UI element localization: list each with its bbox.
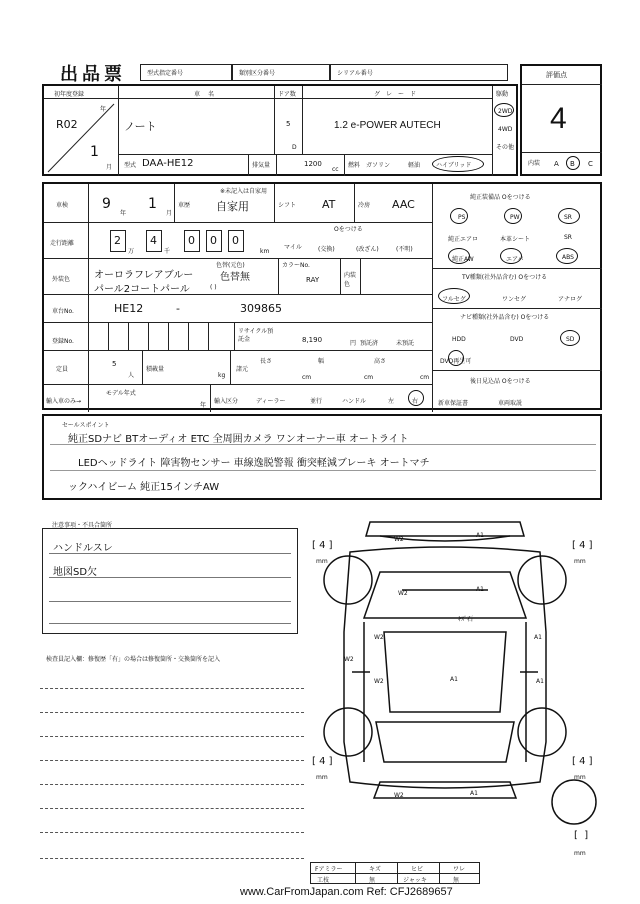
interior-b: B <box>570 160 575 168</box>
recycle-unit: 円 <box>350 340 357 347</box>
navi-sd: SD <box>566 336 575 343</box>
damage-mark: A1 <box>450 676 458 683</box>
damage-mark: W2 <box>374 634 384 641</box>
damage-mark: A1 <box>534 634 542 641</box>
drive-label: 駆動 <box>496 91 509 98</box>
chassis-number: 309865 <box>240 302 282 315</box>
legend-header: キズ <box>369 866 381 873</box>
mileage-sen: 千 <box>164 248 171 255</box>
equip-ps-circle <box>450 208 468 224</box>
legend-cell: 無 <box>453 877 460 884</box>
mileage-digit-5: 0 <box>232 234 239 247</box>
dvd-playback-circle <box>448 350 464 366</box>
equip-sr-circle <box>558 208 580 224</box>
equip-ps: PS <box>458 214 466 221</box>
tv-fullseg-circle <box>438 288 470 304</box>
damage-mark: W2 <box>398 590 408 597</box>
legend-header: Fアミラー <box>315 866 343 873</box>
note-2: 地図SD欠 <box>53 567 98 578</box>
sales-title: セールスポイント <box>62 422 110 429</box>
score-label: 評価点 <box>546 71 567 79</box>
tv-fullseg: フルセグ <box>442 296 466 303</box>
interior-b-circle <box>566 156 580 170</box>
sales-line-3: ックハイビーム 純正15インチAW <box>68 482 220 493</box>
mileage-mark-title: Oをつける <box>334 226 363 233</box>
grade-label: グレード <box>374 91 423 98</box>
damage-mark: A1 <box>476 532 484 539</box>
inspector-line <box>40 808 304 809</box>
navi-title: ナビ種類(社外品含む) Oをつける <box>460 314 550 321</box>
doors-unit: D <box>292 144 297 151</box>
mileage-tamper: (改ざん) <box>356 246 379 253</box>
tire-depth-spare: [ ] <box>574 830 589 841</box>
interior-c: C <box>588 160 593 168</box>
drive-other: その他 <box>496 144 515 151</box>
equip-airbag: エアバ <box>506 256 524 263</box>
damage-mark: W2 <box>344 656 354 663</box>
equip-title: 純正装備品 Oをつける <box>470 194 531 201</box>
model-value: DAA-HE12 <box>142 158 194 169</box>
damage-mark: A1 <box>476 586 484 593</box>
damage-mark: ｷｽﾞ石 <box>458 616 474 623</box>
inspect-year: 9 <box>102 196 111 212</box>
tire-unit: mm <box>574 850 586 857</box>
equip-pw-circle <box>504 208 522 224</box>
load-label: 積載量 <box>146 366 165 373</box>
import-parallel: 並行 <box>310 398 323 405</box>
ac-label: 冷房 <box>358 202 371 209</box>
mileage-km: km <box>260 248 270 255</box>
cc-label: 排気量 <box>252 162 271 169</box>
import-category-label: 輸入区分 <box>214 398 239 405</box>
watermark: www.CarFromJapan.com Ref: CFJ2689657 <box>240 886 453 898</box>
legend-cell: ジャッキ <box>403 877 427 884</box>
shift-value: AT <box>322 198 336 211</box>
inspector-line <box>40 736 304 737</box>
mileage-label: 走行距離 <box>50 240 75 247</box>
color-paren: ( ) <box>210 284 217 291</box>
legend-header: ワレ <box>453 866 466 873</box>
equip-pw: PW <box>510 214 520 221</box>
color-code: RAY <box>306 276 320 284</box>
damage-mark: W2 <box>394 536 404 543</box>
tire-unit: mm <box>316 774 328 781</box>
interior-color-label: 内装色 <box>344 272 357 288</box>
steering-right: 右 <box>412 398 419 405</box>
type-designation-cell: 型式指定番号 <box>140 64 232 81</box>
spare-tire-icon <box>548 776 600 828</box>
sales-line-1: 純正SDナビ BTオーディオ ETC 全周囲カメラ ワンオーナー車 オートライト <box>68 434 409 445</box>
inspect-month-unit: 月 <box>166 210 173 217</box>
mileage-digit-3: 0 <box>188 234 195 247</box>
inspect-month: 1 <box>148 196 157 212</box>
recycle-paid: 預託済 <box>360 340 379 347</box>
dim-height: 高さ <box>374 358 387 365</box>
recycle-label: リサイクル預託金 <box>238 328 274 343</box>
ac-value: AAC <box>392 198 415 211</box>
car-name: ノート <box>124 120 157 133</box>
legend-table <box>310 862 480 884</box>
inspect-label: 車検 <box>56 202 69 209</box>
dims-label: 諸元 <box>236 366 249 373</box>
inspector-line <box>40 784 304 785</box>
equip-aw: 純正AW <box>452 256 474 263</box>
interior-a: A <box>554 160 559 168</box>
inspector-line <box>40 760 304 761</box>
load-unit: kg <box>218 372 226 379</box>
shift-label: シフト <box>278 202 297 209</box>
navi-dvd: DVD <box>510 336 524 343</box>
equip-abs-circle <box>556 248 578 264</box>
tire-unit: mm <box>574 774 586 781</box>
inspect-year-unit: 年 <box>120 210 127 217</box>
tire-depth-fl: [ 4 ] <box>312 540 333 551</box>
after-title: 後日見込品 Oをつける <box>470 378 531 385</box>
tire-unit: mm <box>574 558 586 565</box>
inspector-line <box>40 712 304 713</box>
doors-value: 5 <box>286 120 291 128</box>
reg-era-year: R02 <box>56 118 78 131</box>
reg-month: 1 <box>90 144 99 160</box>
capacity-value: 5 <box>112 360 117 368</box>
steering-right-circle <box>408 390 424 406</box>
usage-note: ※未記入は自家用 <box>220 188 268 195</box>
category-number-cell: 類別区分番号 <box>232 64 330 81</box>
tv-title: TV種類(社外品含む) Oをつける <box>462 274 548 281</box>
doors-label: ドア数 <box>278 91 296 98</box>
reg-year-unit: 年 <box>100 106 107 113</box>
notes-title: 注意事項・不具合箇所 <box>52 522 113 529</box>
tire-depth-rl: [ 4 ] <box>312 756 333 767</box>
capacity-unit: 人 <box>128 372 135 379</box>
sheet-title: 出品票 <box>60 64 126 85</box>
inspector-line <box>40 832 304 833</box>
sales-points <box>42 414 602 500</box>
color-note: 色替(元色) <box>216 262 245 269</box>
inspector-line <box>40 858 304 859</box>
steering-left: 左 <box>388 398 395 405</box>
drive-2wd-circle <box>494 103 514 117</box>
mileage-exchange: (交換) <box>318 246 335 253</box>
top-block <box>42 84 518 176</box>
detail-block <box>42 182 602 410</box>
legend-header: ヒビ <box>411 866 424 873</box>
fuel-hybrid-circle <box>432 156 484 172</box>
equip-abs: ABS <box>562 254 574 261</box>
score-value: 4 <box>550 102 567 135</box>
legend-cell: 工枝 <box>317 877 330 884</box>
navi-sd-circle <box>560 330 580 346</box>
mileage-man: 万 <box>128 248 135 255</box>
color-change: 色替無 <box>220 272 250 283</box>
usage-label: 車歴 <box>178 202 191 209</box>
fuel-hybrid: ハイブリッド <box>436 162 472 169</box>
after-manual: 車両取説 <box>498 400 523 407</box>
usage-value: 自家用 <box>216 200 249 213</box>
dim-width: 幅 <box>318 358 325 365</box>
drive-2wd: 2WD <box>498 108 513 115</box>
tv-analog: アナログ <box>558 296 583 303</box>
car-name-label: 車名 <box>194 91 223 98</box>
equip-airbag-circle <box>500 248 522 264</box>
inspector-line <box>40 688 304 689</box>
mileage-digit-1: 2 <box>114 234 121 247</box>
damage-mark: W2 <box>394 792 404 799</box>
dim-length: 長さ <box>260 358 273 365</box>
grade-value: 1.2 e-POWER AUTECH <box>334 120 441 131</box>
model-label: 型式 <box>124 162 137 169</box>
dim-length-unit: cm <box>302 374 312 381</box>
chassis-prefix: HE12 <box>114 302 144 315</box>
sales-line-2: LEDヘッドライト 障害物センサー 車線逸脱警報 衝突軽減ブレーキ オートマチ <box>78 458 430 469</box>
mileage-digit-2: 4 <box>150 234 157 247</box>
dim-width-unit: cm <box>364 374 374 381</box>
inspector-title: 検査員記入欄：修復歴「有」の場合は修復箇所・交換箇所を記入 <box>46 656 221 663</box>
notes-box <box>42 528 298 634</box>
reg-month-unit: 月 <box>106 164 113 171</box>
fuel-label: 燃料 <box>348 162 361 169</box>
equip-leather: 本革シート <box>500 236 531 243</box>
equip-sr2: SR <box>564 234 572 241</box>
damage-mark: W2 <box>374 678 384 685</box>
capacity-label: 定員 <box>56 366 69 373</box>
fuel-diesel: 軽油 <box>408 162 421 169</box>
color-label: 外装色 <box>52 276 71 283</box>
color-name-1: オーロラフレアブルー <box>94 270 194 281</box>
fuel-gasoline: ガソリン <box>366 162 391 169</box>
mileage-unknown: (不明) <box>396 246 413 253</box>
recycle-amount: 8,190 <box>302 336 323 344</box>
steering-label: ハンドル <box>342 398 367 405</box>
mileage-digit-4: 0 <box>210 234 217 247</box>
tire-unit: mm <box>316 558 328 565</box>
model-year-unit: 年 <box>200 402 207 409</box>
cc-value: 1200 <box>304 160 322 168</box>
reg-label: 初年度登録 <box>54 91 85 98</box>
mileage-mile: マイル <box>284 244 302 251</box>
damage-mark: A1 <box>470 790 478 797</box>
cc-unit: cc <box>332 166 339 173</box>
model-year-label: モデル年式 <box>106 390 136 397</box>
equip-aw-circle <box>448 248 470 264</box>
tire-depth-rr: [ 4 ] <box>572 756 593 767</box>
import-dealer: ディーラー <box>256 398 286 405</box>
legend-cell: 無 <box>369 877 376 884</box>
score-box <box>520 64 602 176</box>
drive-4wd: 4WD <box>498 126 513 133</box>
chassis-dash: - <box>176 302 180 315</box>
tv-oneseg: ワンセグ <box>502 296 527 303</box>
after-warranty: 新車保証書 <box>438 400 469 407</box>
import-label: 輸入車のみ→ <box>46 398 82 405</box>
interior-grade-label: 内装 <box>528 160 541 167</box>
recycle-unpaid: 未預託 <box>396 340 415 347</box>
dvd-playback: DVD再生可 <box>440 358 472 365</box>
equip-aero: 純正エアロ <box>448 236 479 243</box>
registration-label: 登録No. <box>52 338 74 345</box>
equip-sr: SR <box>564 214 572 221</box>
color-code-label: カラーNo. <box>282 262 310 269</box>
color-name-2: パール2コートパール <box>94 284 190 295</box>
navi-hdd: HDD <box>452 336 466 343</box>
chassis-label: 車台No. <box>52 308 74 315</box>
dim-height-unit: cm <box>420 374 430 381</box>
tire-depth-fr: [ 4 ] <box>572 540 593 551</box>
damage-mark: A1 <box>536 678 544 685</box>
serial-number-cell: シリアル番号 <box>330 64 508 81</box>
note-1: ハンドルスレ <box>53 543 113 554</box>
